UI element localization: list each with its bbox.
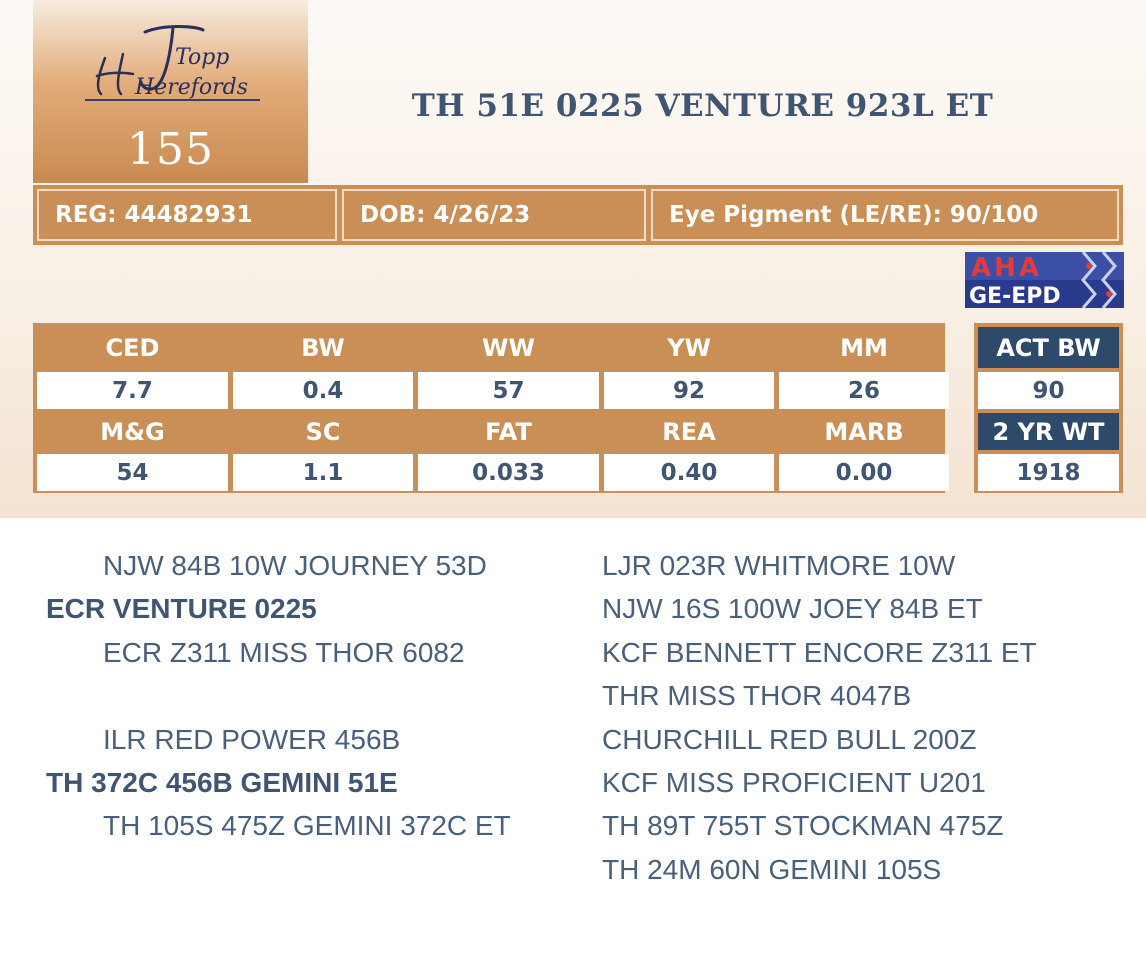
epd-header-bw: BW: [301, 333, 345, 362]
epd-header-yw: YW: [667, 333, 711, 362]
pedigree-right-6: KCF MISS PROFICIENT U201: [602, 767, 986, 798]
animal-name: TH 51E 0225 VENTURE 923L ET: [411, 88, 994, 124]
logo-text-top: Topp: [175, 45, 230, 70]
pedigree-sire: ECR VENTURE 0225: [46, 593, 317, 624]
pedigree-right-5: CHURCHILL RED BULL 200Z: [602, 724, 977, 755]
pedigree-right-8: TH 24M 60N GEMINI 105S: [602, 854, 942, 885]
act-bw-value: 90: [978, 372, 1119, 409]
pedigree-right-3: KCF BENNETT ENCORE Z311 ET: [602, 637, 1037, 668]
act-bw-header: ACT BW: [978, 327, 1119, 368]
epd-value-sc: 1.1: [233, 454, 413, 491]
pedigree-dam-sire: ILR RED POWER 456B: [103, 724, 401, 755]
epd-value-bw: 0.4: [233, 372, 413, 409]
lot-logo-box: [33, 0, 308, 183]
epd-header-mm: MM: [840, 333, 888, 362]
pedigree-dam-dam: TH 105S 475Z GEMINI 372C ET: [103, 810, 511, 841]
epd-header-ced: CED: [105, 333, 160, 362]
epd-value-fat: 0.033: [418, 454, 599, 491]
epd-value-ced: 7.7: [37, 372, 228, 409]
actual-weights-table: [974, 323, 1123, 493]
pedigree-right-7: TH 89T 755T STOCKMAN 475Z: [602, 810, 1004, 841]
epd-header-ww: WW: [482, 333, 535, 362]
epd-header-fat: FAT: [485, 417, 532, 446]
lot-number: 155: [127, 124, 214, 175]
registration-number: REG: 44482931: [37, 189, 337, 241]
two-yr-wt-value: 1918: [978, 454, 1119, 491]
epd-value-mm: 26: [779, 372, 949, 409]
date-of-birth: DOB: 4/26/23: [342, 189, 646, 241]
epd-value-ww: 57: [418, 372, 599, 409]
logo-text-bottom: Herefords: [135, 75, 249, 100]
epd-header-sc: SC: [305, 417, 341, 446]
pedigree-right-4: THR MISS THOR 4047B: [602, 680, 912, 711]
pedigree-sire-dam: ECR Z311 MISS THOR 6082: [103, 637, 465, 668]
aha-ge-epd-badge: [965, 252, 1124, 308]
epd-value-marb: 0.00: [779, 454, 949, 491]
epd-header-mg: M&G: [100, 417, 165, 446]
pedigree-sire-sire: NJW 84B 10W JOURNEY 53D: [103, 550, 487, 581]
two-yr-wt-header: 2 YR WT: [978, 413, 1119, 450]
epd-value-yw: 92: [604, 372, 774, 409]
badge-top-text: AHA: [971, 253, 1043, 283]
epd-header-marb: MARB: [824, 417, 904, 446]
pedigree-right-1: LJR 023R WHITMORE 10W: [602, 550, 956, 581]
eye-pigment: Eye Pigment (LE/RE): 90/100: [651, 189, 1119, 241]
topp-herefords-logo: [75, 18, 265, 118]
epd-table: [33, 323, 945, 493]
pedigree-right-2: NJW 16S 100W JOEY 84B ET: [602, 593, 983, 624]
epd-value-mg: 54: [37, 454, 228, 491]
epd-header-rea: REA: [662, 417, 716, 446]
badge-bottom-text: GE-EPD: [969, 284, 1061, 308]
epd-value-rea: 0.40: [604, 454, 774, 491]
info-bar: [33, 185, 1123, 245]
pedigree-dam: TH 372C 456B GEMINI 51E: [46, 767, 398, 798]
